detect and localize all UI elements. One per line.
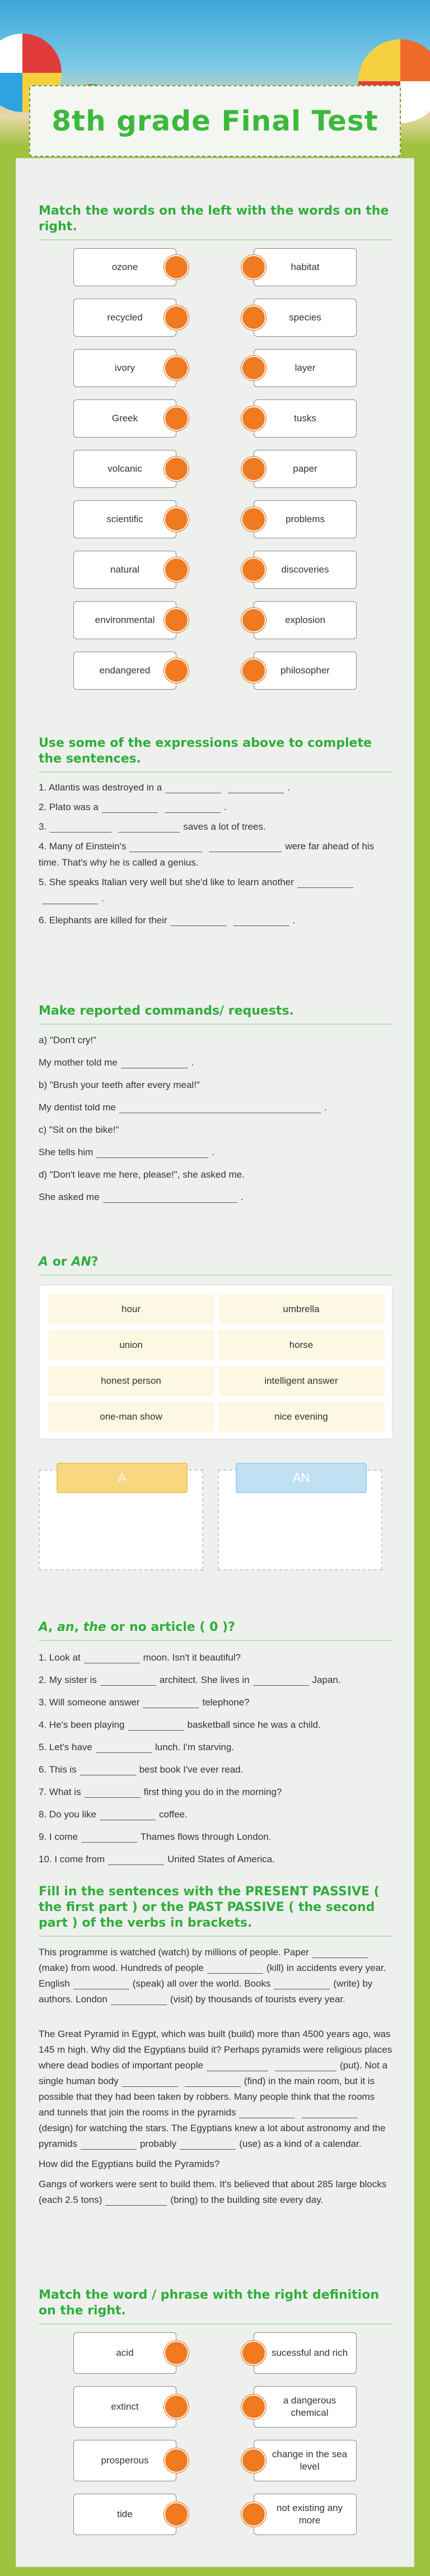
answer-blank[interactable] — [96, 1743, 152, 1753]
answer-blank[interactable] — [100, 1810, 156, 1820]
match-right-item[interactable]: discoveries — [254, 551, 357, 589]
answer-line-a: My mother told me . — [39, 1057, 194, 1068]
section-passive — [39, 1884, 392, 2208]
section-reported-speech — [39, 1003, 392, 1208]
answer-blank[interactable] — [207, 1964, 263, 1974]
answer-blank[interactable] — [111, 1995, 167, 2005]
answer-blank[interactable] — [80, 1765, 136, 1775]
connector-dot[interactable] — [241, 356, 266, 380]
answer-line-c: She tells him . — [39, 1147, 215, 1157]
match-right-item[interactable]: change in the sea level — [254, 2440, 357, 2481]
match-left-item[interactable]: volcanic — [73, 450, 176, 488]
sentence-1: 1. Atlantis was destroyed in a . — [39, 782, 290, 793]
match-left-item[interactable]: scientific — [73, 500, 176, 538]
section-complete-sentences — [39, 736, 392, 928]
answer-blank[interactable] — [103, 1193, 237, 1203]
match-right-item[interactable]: sucessful and rich — [254, 2332, 357, 2374]
drop-zone-a[interactable] — [39, 1470, 203, 1570]
section-articles — [39, 1620, 392, 1871]
answer-blank[interactable] — [73, 1979, 129, 1989]
prompt-c: c) "Sit on the bike!" — [39, 1124, 119, 1135]
question-line: How did the Egyptians build the Pyramids? — [39, 2159, 220, 2169]
connector-dot[interactable] — [164, 2394, 189, 2419]
paragraph-2: The Great Pyramid in Egypt, which was built (build) more than 4500 years ago, was 145 m high. Why did the Egyptians build it? Perhaps pyramids were religious places where dead bodies of important people (put). Not a single human body (find) in the main room, but it is possible that they had been taken by robbers. Many people think that the rooms and tunnels that join the rooms in the pyramids(design) for watching the stars. The Egyptians knew a lot about astronomy and the pyramids probably (use) as a kind of a calendar. — [39, 2029, 392, 2149]
connector-dot[interactable] — [241, 658, 266, 683]
answer-blank[interactable] — [108, 1855, 164, 1865]
sentence-4: 4. He's been playing basketball since he was a child. — [39, 1719, 321, 1730]
answer-blank[interactable] — [105, 2196, 167, 2206]
sentence-1: 1. Look at moon. Isn't it beautiful? — [39, 1652, 241, 1663]
connector-dot[interactable] — [241, 608, 266, 633]
answer-blank[interactable] — [253, 1676, 309, 1686]
match-right-item[interactable]: layer — [254, 349, 357, 387]
connector-dot[interactable] — [164, 305, 189, 330]
answer-blank[interactable] — [274, 1979, 330, 1989]
answer-blank[interactable] — [275, 2061, 336, 2071]
connector-dot[interactable] — [164, 608, 189, 633]
page-title: 8th grade Final Test — [52, 105, 378, 137]
connector-dot[interactable] — [241, 406, 266, 431]
connector-dot[interactable] — [241, 2448, 266, 2473]
answer-blank[interactable] — [228, 783, 284, 793]
label-a: A — [57, 1463, 188, 1493]
match-left-item[interactable]: natural — [73, 551, 176, 589]
sentence-6: 6. Elephants are killed for their . — [39, 915, 296, 926]
draggable-word[interactable]: umbrella — [218, 1294, 384, 1324]
section-title: Fill in the sentences with the PRESENT PASSIVE ( the first part ) or the PAST PASSIVE ( the second part ) of the verbs in brackets. — [39, 1884, 392, 1937]
draggable-word[interactable]: intelligent answer — [218, 1366, 384, 1396]
section-title: Match the words on the left with the words on the right. — [39, 203, 392, 240]
match-left-item[interactable]: endangered — [73, 652, 176, 690]
connector-dot[interactable] — [164, 507, 189, 532]
answer-blank[interactable] — [312, 1948, 368, 1958]
sentence-10: 10. I come from United States of America. — [39, 1854, 275, 1864]
answer-blank[interactable] — [100, 1676, 156, 1686]
answer-blank[interactable] — [239, 2108, 295, 2118]
draggable-word[interactable]: horse — [218, 1330, 384, 1360]
match-left-item[interactable]: tide — [73, 2494, 176, 2535]
match-left-item[interactable]: extinct — [73, 2386, 176, 2428]
sentence-6: 6. This is best book I've ever read. — [39, 1764, 244, 1775]
answer-blank[interactable] — [209, 842, 282, 852]
sentence-2: 2. My sister is architect. She lives in Japan. — [39, 1675, 341, 1685]
connector-dot[interactable] — [241, 2502, 266, 2527]
answer-blank[interactable] — [302, 2108, 358, 2118]
sentence-5: 5. She speaks Italian very well but she'd like to learn another. — [39, 874, 392, 906]
answer-blank[interactable] — [50, 822, 111, 833]
match-left-item[interactable]: prosperous — [73, 2440, 176, 2481]
worksheet-body — [16, 158, 414, 2567]
match-right-item[interactable]: habitat — [254, 248, 357, 286]
match-left-item[interactable]: ozone — [73, 248, 176, 286]
answer-blank[interactable] — [119, 1103, 321, 1113]
answer-blank[interactable] — [81, 2140, 137, 2150]
connector-dot[interactable] — [241, 2394, 266, 2419]
section-definitions — [39, 2287, 392, 2324]
answer-blank[interactable] — [180, 2140, 236, 2150]
paragraph-1: This programme is watched (watch) by millions of people. Paper(make) from wood. Hundreds of people (kill) in accidents every year. English (speak) all over the world. Books (write) by authors. London (visit) by thousands of tourists every year. — [39, 1947, 386, 2005]
match-left-item[interactable]: environmental — [73, 601, 176, 639]
answer-blank[interactable] — [207, 2061, 268, 2071]
section-title: Make reported commands/ requests. — [39, 1003, 392, 1025]
connector-dot[interactable] — [164, 255, 189, 280]
answer-blank[interactable] — [185, 2077, 241, 2087]
connector-dot[interactable] — [241, 305, 266, 330]
connector-dot[interactable] — [164, 2502, 189, 2527]
sentence-9: 9. I come Thames flows through London. — [39, 1831, 272, 1842]
section-title: Match the word / phrase with the right definition on the right. — [39, 2287, 392, 2324]
match-right-item[interactable]: explosion — [254, 601, 357, 639]
match-right-item[interactable]: problems — [254, 500, 357, 538]
connector-dot[interactable] — [164, 356, 189, 380]
answer-blank[interactable] — [121, 1058, 188, 1068]
match-right-item[interactable]: species — [254, 299, 357, 337]
match-left-item[interactable]: acid — [73, 2332, 176, 2374]
match-right-item[interactable]: paper — [254, 450, 357, 488]
match-left-item[interactable]: ivory — [73, 349, 176, 387]
answer-blank[interactable] — [128, 1721, 184, 1731]
match-right-item[interactable]: not existing any more — [254, 2494, 357, 2535]
sentence-5: 5. Let's have lunch. I'm starving. — [39, 1742, 235, 1752]
connector-dot[interactable] — [241, 557, 266, 582]
label-an: AN — [236, 1463, 367, 1493]
connector-dot[interactable] — [164, 557, 189, 582]
section-title: A, an, the or no article ( 0 )? — [39, 1620, 392, 1641]
sentence-8: 8. Do you like coffee. — [39, 1809, 188, 1820]
connector-dot[interactable] — [164, 457, 189, 481]
match-right-item[interactable]: a dangerous chemical — [254, 2386, 357, 2428]
match-right-item[interactable]: tusks — [254, 399, 357, 438]
answer-blank[interactable] — [122, 2077, 178, 2087]
match-left-item[interactable]: recycled — [73, 299, 176, 337]
connector-dot[interactable] — [241, 255, 266, 280]
connector-dot[interactable] — [164, 658, 189, 683]
section-title: A or AN? — [39, 1254, 392, 1276]
answer-blank[interactable] — [81, 1833, 137, 1843]
draggable-word[interactable]: union — [48, 1330, 214, 1360]
prompt-d: d) "Don't leave me here, please!", she asked me. — [39, 1169, 245, 1180]
answer-blank[interactable] — [171, 916, 227, 926]
connector-dot[interactable] — [241, 2341, 266, 2365]
answer-blank[interactable] — [84, 1653, 140, 1663]
draggable-word[interactable]: one-man show — [48, 1402, 214, 1432]
prompt-b: b) "Brush your teeth after every meal!" — [39, 1080, 200, 1090]
prompt-a: a) "Don't cry!" — [39, 1035, 97, 1045]
section-matching-words — [39, 203, 392, 240]
answer-blank[interactable] — [96, 1148, 208, 1158]
section-a-or-an — [39, 1254, 392, 1276]
connector-dot[interactable] — [241, 457, 266, 481]
answer-blank[interactable] — [118, 822, 180, 833]
answer-blank[interactable] — [42, 894, 98, 904]
answer-line-d: She asked me . — [39, 1192, 244, 1202]
draggable-word[interactable]: hour — [48, 1294, 214, 1324]
word-bank — [39, 1285, 392, 1439]
answer-blank[interactable] — [143, 1698, 199, 1708]
answer-blank[interactable] — [297, 878, 353, 888]
answer-blank[interactable] — [233, 916, 289, 926]
connector-dot[interactable] — [164, 2448, 189, 2473]
answer-blank[interactable] — [165, 803, 221, 813]
title-card — [29, 85, 401, 157]
match-left-item[interactable]: Greek — [73, 399, 176, 438]
sentence-2: 2. Plato was a . — [39, 802, 227, 812]
answer-blank[interactable] — [102, 803, 158, 813]
connector-dot[interactable] — [164, 406, 189, 431]
connector-dot[interactable] — [164, 2341, 189, 2365]
answer-line-b: My dentist told me . — [39, 1102, 327, 1113]
answer-blank[interactable] — [85, 1788, 141, 1798]
answer-blank[interactable] — [165, 783, 221, 793]
answer-blank[interactable] — [129, 842, 202, 852]
paragraph-3: Gangs of workers were sent to build them. It's believed that about 285 large blocks (each 2.5 tons) (bring) to the building site every day. — [39, 2179, 387, 2205]
draggable-word[interactable]: nice evening — [218, 1402, 384, 1432]
draggable-word[interactable]: honest person — [48, 1366, 214, 1396]
connector-dot[interactable] — [241, 507, 266, 532]
sentence-3: 3. saves a lot of trees. — [39, 821, 266, 832]
sentence-7: 7. What is first thing you do in the morning? — [39, 1787, 282, 1797]
sentence-4: 4. Many of Einstein's were far ahead of his time. That's why he is called a genius. — [39, 841, 375, 868]
sentence-3: 3. Will someone answer telephone? — [39, 1697, 250, 1708]
section-title: Use some of the expressions above to complete the sentences. — [39, 736, 392, 773]
match-right-item[interactable]: philosopher — [254, 652, 357, 690]
drop-zone-an[interactable] — [218, 1470, 382, 1570]
